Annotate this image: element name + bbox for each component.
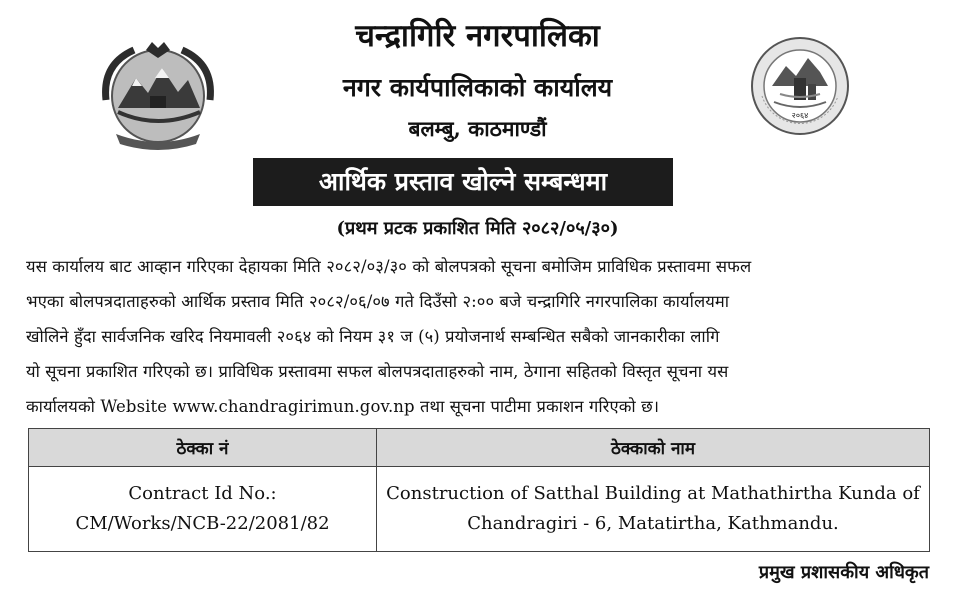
contract-table <box>28 428 930 552</box>
signature-title: प्रमुख प्रशासकीय अधिकृत <box>758 562 929 583</box>
header-contract-name: ठेक्काको नाम <box>377 429 930 467</box>
header-contract-no: ठेक्का नं <box>29 429 377 467</box>
publication-date: (प्रथम प्रटक प्रकाशित मिति २०८२/०५/३०) <box>336 218 619 239</box>
body-line: खोलिने हुँदा सार्वजनिक खरिद नियमावली २०६४ को नियम ३१ ज (५) प्रयोजनार्थ सम्बन्धित सबैको जानकारीका लागि <box>26 327 720 346</box>
body-line: यो सूचना प्रकाशित गरिएको छ। प्राविधिक प्रस्तावमा सफल बोलपत्रदाताहरुको नाम, ठेगाना सहितको विस्तृत सूचना यस <box>26 362 729 381</box>
contract-name-line: Construction of Satthal Building at Mathathirtha Kunda of <box>386 483 920 504</box>
body-line: यस कार्यालय बाट आव्हान गरिएका देहायका मिति २०८२/०३/३० को बोलपत्रको सूचना बमोजिम प्राविधिक प्रस्तावमा सफल <box>26 257 752 276</box>
contract-id-value: CM/Works/NCB-22/2081/82 <box>75 513 330 534</box>
contract-id-label: Contract Id No.: <box>128 483 277 504</box>
body-line: भएका बोलपत्रदाताहरुको आर्थिक प्रस्ताव मिति २०८२/०६/०७ गते दिउँसो २:०० बजे चन्द्रागिरि नगरपालिका कार्यालयमा <box>26 292 730 311</box>
table-row <box>29 467 930 552</box>
office-address: बलम्बु, काठमाण्डौं <box>408 116 547 141</box>
contract-no-cell <box>29 467 377 552</box>
table-header-row <box>29 429 930 467</box>
contract-name-cell <box>377 467 930 552</box>
body-line: कार्यालयको Website www.chandragirimun.gov.np तथा सूचना पाटीमा प्रकाशन गरिएको छ। <box>26 397 660 416</box>
notice-body <box>26 249 928 424</box>
org-name: चन्द्रागिरि नगरपालिका <box>355 18 600 54</box>
seal-year: २०६४ <box>791 111 809 120</box>
notice-subject: आर्थिक प्रस्ताव खोल्ने सम्बन्धमा <box>253 158 673 206</box>
office-name: नगर कार्यपालिकाको कार्यालय <box>342 73 613 102</box>
contract-name-line: Chandragiri - 6, Matatirtha, Kathmandu. <box>467 513 839 534</box>
